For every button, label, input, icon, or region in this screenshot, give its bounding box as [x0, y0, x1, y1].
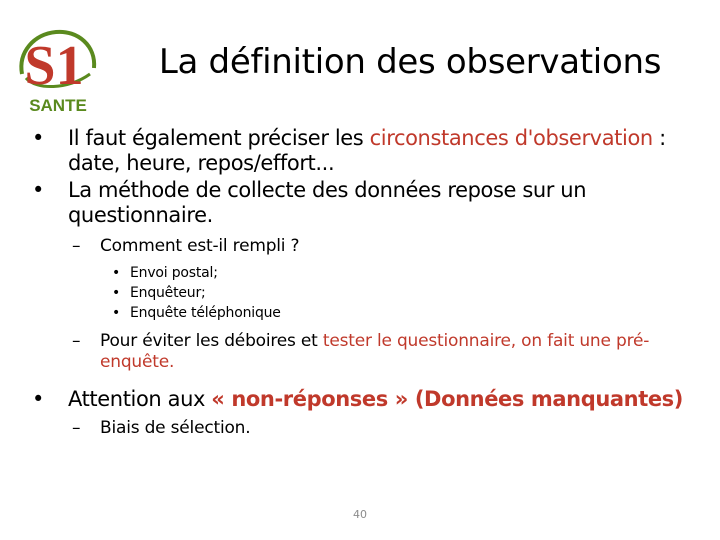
sub-bullet-question: [30, 236, 690, 257]
bullet-highlight: « non-réponses »: [211, 387, 415, 411]
bullet-dot: •: [112, 305, 121, 321]
bullet-dot: •: [32, 126, 44, 150]
list-item: [30, 283, 690, 303]
list-item: [30, 303, 690, 323]
bullet-attention: [30, 387, 690, 412]
bullet-highlight-paren: (Données manquantes): [414, 387, 683, 411]
sub-bullet-text: Biais de sélection.: [100, 418, 251, 438]
page-number: 40: [353, 508, 367, 521]
bullet-text: La méthode de collecte des données repose sur un questionnaire.: [68, 178, 587, 227]
bullet-text-end: : date, heure, repos/effort...: [68, 126, 666, 175]
logo-caption: SANTE: [29, 96, 87, 115]
method-list: [30, 263, 690, 323]
dash-marker: –: [72, 418, 81, 438]
list-item-text: Envoi postal;: [130, 265, 218, 281]
slide-content: [30, 126, 690, 439]
dash-marker: –: [72, 331, 81, 351]
logo-mark: [16, 16, 100, 116]
sub-bullet-text: Pour éviter les déboires et: [100, 331, 323, 351]
list-item: [30, 263, 690, 283]
sub-bullet-pretest: [30, 331, 690, 373]
slide-title: La définition des observations: [158, 42, 662, 82]
bullet-highlight: circonstances d'observation: [369, 126, 653, 150]
logo-mark-text: S1: [24, 35, 84, 97]
sub-bullet-bias: [30, 418, 690, 439]
bullet-methode: [30, 178, 690, 228]
bullet-dot: •: [32, 178, 44, 202]
list-item-text: Enquêteur;: [130, 285, 206, 301]
bullet-dot: •: [32, 387, 44, 411]
list-item-text: Enquête téléphonique: [130, 305, 281, 321]
bullet-dot: •: [112, 285, 121, 301]
bullet-text: Attention aux: [68, 387, 212, 411]
logo: [16, 16, 100, 116]
dash-marker: –: [72, 236, 81, 256]
sub-bullet-text: Comment est-il rempli ?: [100, 236, 300, 256]
sub-bullet-highlight: tester le questionnaire, on fait une pré-enquête.: [100, 331, 650, 372]
bullet-dot: •: [112, 265, 121, 281]
bullet-circonstances: [30, 126, 690, 176]
bullet-text: Il faut également préciser les: [68, 126, 370, 150]
